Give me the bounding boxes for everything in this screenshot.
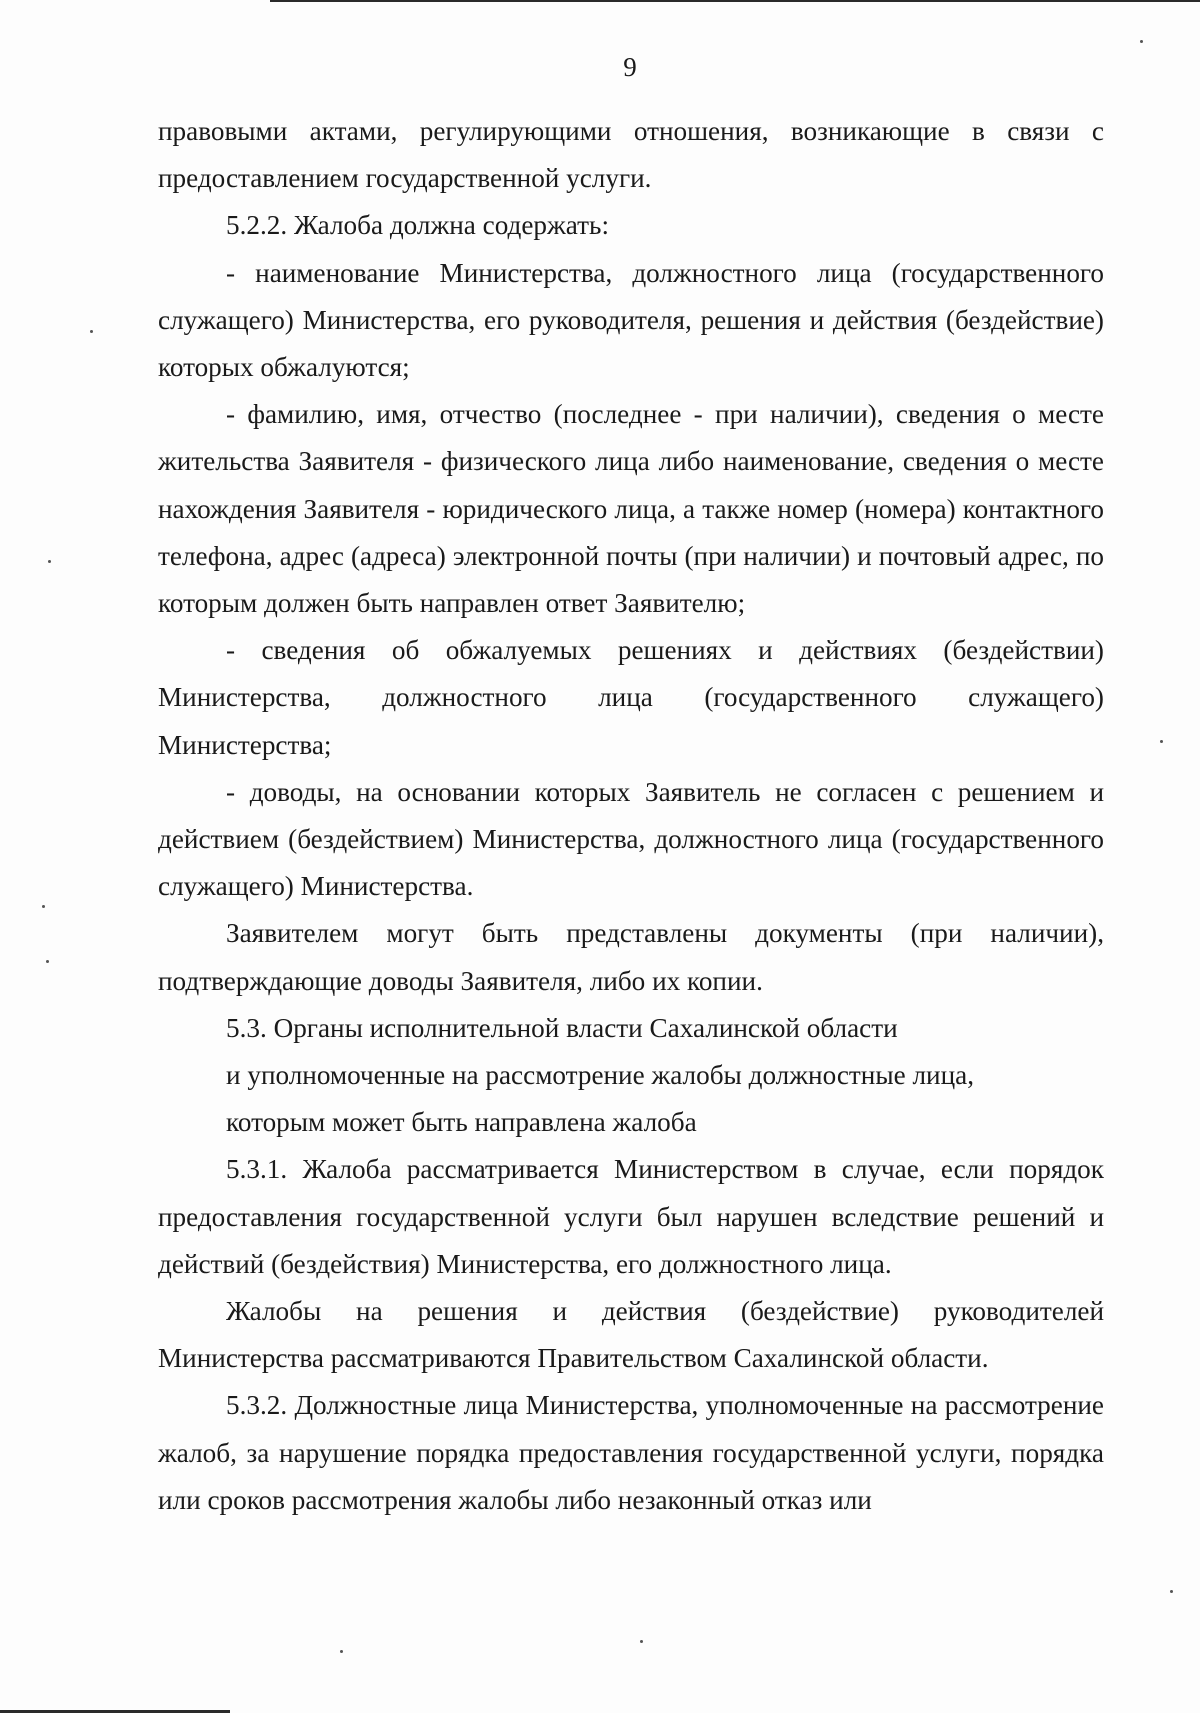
paragraph: Заявителем могут быть представлены документы (при наличии), подтверждающие доводы Заявителя, либо их копии.: [158, 918, 1104, 996]
scan-speck: [48, 560, 51, 563]
paragraph: - доводы, на основании которых Заявитель не согласен с решением и действием (бездействием) Министерства, должностного лица (государственного служащего) Министерства.: [158, 776, 1104, 902]
scan-speck: [46, 960, 49, 963]
section-heading-line: 5.3. Органы исполнительной власти Сахалинской области: [226, 1012, 898, 1043]
scan-speck: [340, 1650, 343, 1653]
paragraph: правовыми актами, регулирующими отношения, возникающие в связи с предоставлением государственной услуги.: [158, 116, 1104, 194]
paragraph: 5.3.1. Жалоба рассматривается Министерством в случае, если порядок предоставления государственной услуги был нарушен вследствие решений и действий (бездействия) Министерства, его должностного лица.: [158, 1154, 1104, 1279]
page-number: 9: [623, 52, 637, 82]
scan-speck: [90, 330, 93, 333]
scan-speck: [640, 1640, 643, 1643]
paragraph: - фамилию, имя, отчество (последнее - при наличии), сведения о месте жительства Заявителя - физического лица либо наименование, сведения о месте нахождения Заявителя - юридического лица, а также номер (номера) контактного телефона, адрес (адреса) электронной почты (при наличии) и почтовый адрес, по которым должен быть направлен ответ Заявителю;: [158, 399, 1104, 619]
scan-edge-top: [270, 0, 1200, 2]
paragraph: Жалобы на решения и действия (бездействие) руководителей Министерства рассматриваются Правительством Сахалинской области.: [158, 1296, 1104, 1374]
paragraph: 5.2.2. Жалоба должна содержать:: [226, 210, 610, 241]
paragraph: 5.3.2. Должностные лица Министерства, уполномоченные на рассмотрение жалоб, за нарушение порядка предоставления государственной услуги, порядка или сроков рассмотрения жалобы либо незаконный отказ или: [158, 1390, 1104, 1515]
paragraph: - наименование Министерства, должностного лица (государственного служащего) Министерства, его руководителя, решения и действия (бездействие) которых обжалуются;: [158, 257, 1104, 383]
paragraph: - сведения об обжалуемых решениях и действиях (бездействии) Министерства, должностного лица (государственного служащего) Министерства;: [158, 635, 1104, 760]
scan-speck: [42, 905, 45, 908]
scan-speck: [1160, 740, 1163, 743]
section-heading-line: и уполномоченные на рассмотрение жалобы должностные лица,: [226, 1060, 975, 1091]
scan-speck: [1140, 40, 1143, 43]
section-heading-line: которым может быть направлена жалоба: [226, 1107, 697, 1138]
scan-speck: [1170, 1590, 1173, 1593]
document-body: [158, 108, 1104, 1524]
